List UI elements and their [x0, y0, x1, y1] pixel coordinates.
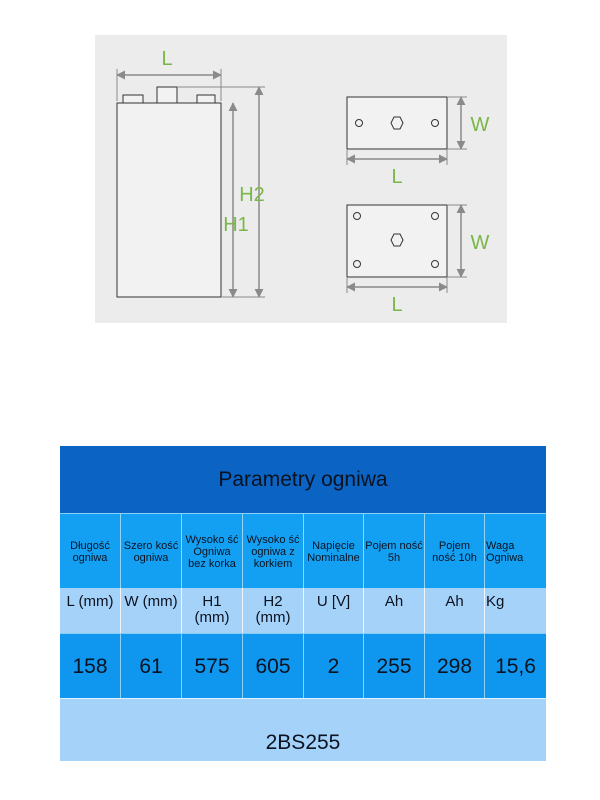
- table-values-row: [60, 633, 546, 699]
- value-capacity-5h: 255: [364, 634, 425, 699]
- dim-label-L: L: [161, 48, 173, 70]
- unit-capacity-5h: Ah: [364, 588, 425, 633]
- value-weight: 15,6: [495, 654, 536, 678]
- battery-dimension-drawing: [95, 35, 507, 323]
- header-height-with-cap: Wysoko ść ogniwa z korkiem: [243, 514, 304, 589]
- dim-label-L-1: L: [391, 166, 403, 188]
- value-height-with-cap: 605: [243, 634, 304, 699]
- side-view: [117, 87, 221, 297]
- unit-height-with-cap: H2 (mm): [243, 588, 304, 633]
- header-weight: Waga Ogniwa: [486, 539, 524, 564]
- header-height-no-cap: Wysoko ść Ogniwa bez korka: [182, 514, 243, 589]
- unit-height-no-cap: H1 (mm): [182, 588, 243, 633]
- value-capacity-10h: 298: [425, 634, 485, 699]
- header-capacity-5h: Pojem ność 5h: [364, 514, 425, 589]
- header-nominal-voltage: Napięcie Nominalne: [304, 514, 364, 589]
- unit-length: L (mm): [60, 588, 121, 633]
- dim-label-W-1: W: [470, 114, 490, 136]
- value-length: 158: [60, 634, 121, 699]
- unit-capacity-10h: Ah: [425, 588, 485, 633]
- dim-label-H2: H2: [239, 184, 265, 206]
- value-height-no-cap: 575: [182, 634, 243, 699]
- cell-body: [117, 103, 221, 297]
- header-length: Długość ogniwa: [60, 514, 121, 589]
- terminal-right: [197, 95, 215, 103]
- dim-label-W-2: W: [470, 232, 490, 254]
- header-width: Szero kość ogniwa: [121, 514, 182, 589]
- dim-label-H1: H1: [223, 214, 249, 236]
- unit-width: W (mm): [121, 588, 182, 633]
- vent-cap: [157, 87, 177, 103]
- dim-label-L-2: L: [391, 294, 403, 316]
- top-view-four-terminals: [347, 205, 447, 277]
- terminal-left: [123, 95, 143, 103]
- model-name: 2BS255: [60, 698, 546, 761]
- top-view-two-terminals: [347, 97, 447, 149]
- header-capacity-10h: Pojem ność 10h: [425, 514, 485, 589]
- cell-parameters-table: [60, 446, 546, 761]
- value-width: 61: [121, 634, 182, 699]
- unit-weight: Kg: [486, 593, 505, 610]
- unit-voltage: U [V]: [304, 588, 364, 633]
- table-header-row: [60, 513, 546, 589]
- table-title: Parametry ogniwa: [60, 446, 546, 513]
- dimension-diagram: [95, 35, 507, 323]
- table-units-row: [60, 588, 546, 633]
- value-voltage: 2: [304, 634, 364, 699]
